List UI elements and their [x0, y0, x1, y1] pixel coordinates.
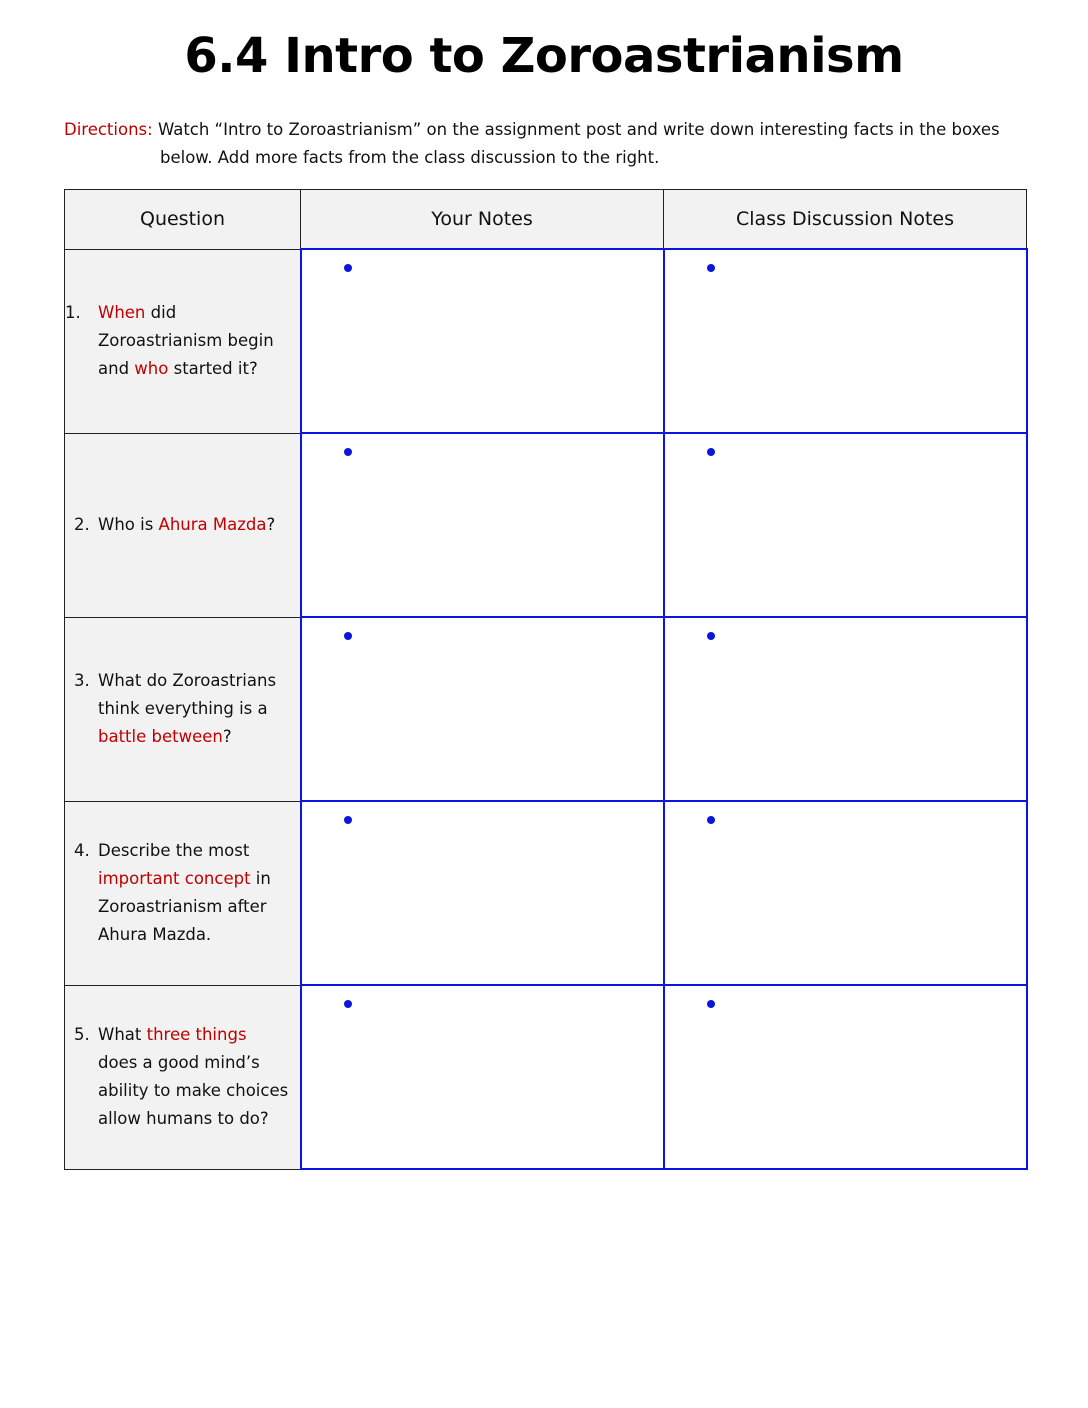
question-part: started it? — [168, 359, 258, 378]
question-text — [65, 299, 300, 383]
question-keyword: battle between — [98, 727, 223, 746]
question-keyword: three things — [146, 1025, 247, 1044]
your-notes-cell[interactable] — [301, 617, 664, 801]
question-cell — [65, 801, 301, 985]
your-notes-cell[interactable] — [301, 985, 664, 1169]
question-cell — [65, 249, 301, 433]
table-row — [65, 249, 1027, 433]
question-part: did Zoroastrianism begin and — [98, 303, 274, 378]
question-part: Who is — [98, 515, 159, 534]
directions-line-2: below. Add more facts from the class discussion to the right. — [160, 148, 660, 167]
question-cell — [65, 433, 301, 617]
question-text — [65, 667, 300, 751]
header-question: Question — [65, 190, 301, 250]
bullet-icon — [707, 816, 715, 824]
question-number: 4. — [74, 841, 90, 860]
question-keyword: When — [98, 303, 146, 322]
table-row — [65, 617, 1027, 801]
question-part: What do Zoroastrians think everything is a — [98, 671, 277, 718]
directions-text-1: Watch “Intro to Zoroastrianism” on the assignment post and write down interesting facts in the boxes — [152, 120, 1000, 139]
directions-line-1 — [64, 116, 1024, 144]
bullet-icon — [707, 632, 715, 640]
directions — [64, 116, 1024, 172]
question-text — [65, 837, 300, 949]
question-part: in Zoroastrianism after Ahura Mazda. — [98, 869, 271, 944]
question-part: does a good mind’s ability to make choices allow humans to do? — [98, 1053, 289, 1128]
question-part: ? — [222, 727, 232, 746]
question-cell — [65, 985, 301, 1169]
bullet-icon — [707, 1000, 715, 1008]
table-row — [65, 433, 1027, 617]
question-text — [65, 511, 300, 539]
question-number: 1. — [65, 303, 81, 322]
bullet-icon — [344, 1000, 352, 1008]
header-row — [65, 190, 1027, 250]
question-keyword: who — [134, 359, 169, 378]
header-class-discussion: Class Discussion Notes — [664, 190, 1027, 250]
table-row — [65, 801, 1027, 985]
class-discussion-cell[interactable] — [664, 617, 1027, 801]
class-discussion-cell[interactable] — [664, 433, 1027, 617]
class-discussion-cell[interactable] — [664, 985, 1027, 1169]
header-your-notes: Your Notes — [301, 190, 664, 250]
question-keyword: important concept — [98, 869, 251, 888]
question-text — [65, 1021, 300, 1133]
bullet-icon — [344, 264, 352, 272]
notes-table — [64, 189, 1028, 1170]
directions-label: Directions: — [64, 120, 153, 139]
bullet-icon — [344, 816, 352, 824]
table-row — [65, 985, 1027, 1169]
question-part: Describe the most — [98, 841, 250, 860]
question-keyword: Ahura Mazda — [158, 515, 267, 534]
question-number: 3. — [74, 671, 90, 690]
your-notes-cell[interactable] — [301, 249, 664, 433]
bullet-icon — [344, 448, 352, 456]
question-part: ? — [266, 515, 276, 534]
class-discussion-cell[interactable] — [664, 801, 1027, 985]
question-number: 5. — [74, 1025, 90, 1044]
question-cell — [65, 617, 301, 801]
bullet-icon — [707, 264, 715, 272]
bullet-icon — [707, 448, 715, 456]
class-discussion-cell[interactable] — [664, 249, 1027, 433]
question-part: What — [98, 1025, 147, 1044]
bullet-icon — [344, 632, 352, 640]
question-number: 2. — [74, 515, 90, 534]
page-title: 6.4 Intro to Zoroastrianism — [184, 28, 904, 84]
your-notes-cell[interactable] — [301, 433, 664, 617]
your-notes-cell[interactable] — [301, 801, 664, 985]
